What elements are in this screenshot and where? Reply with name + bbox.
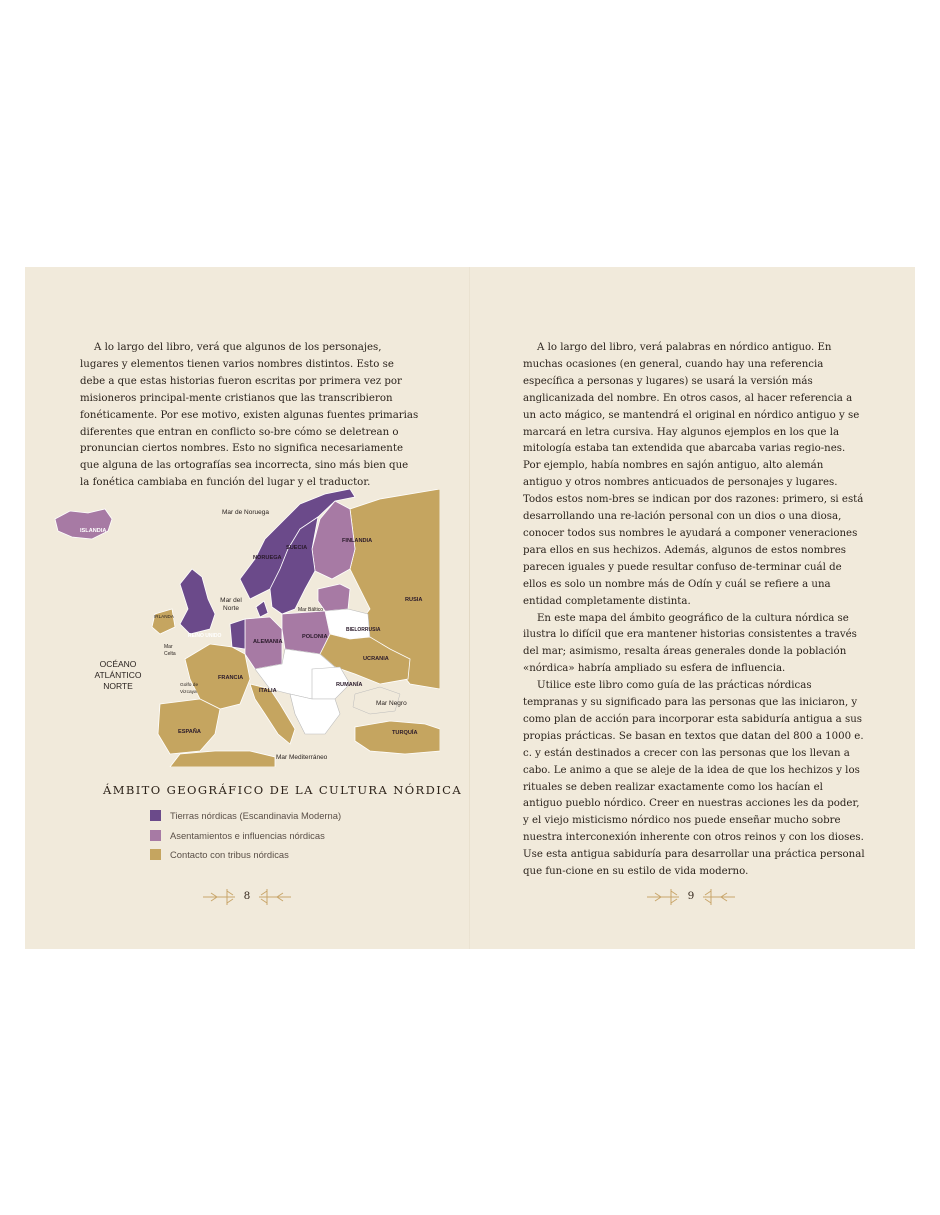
right-page bbox=[470, 267, 915, 949]
region-turquia bbox=[355, 721, 440, 754]
label-noruega: NORUEGA bbox=[253, 555, 282, 561]
paragraph: A lo largo del libro, verá que algunos de los personajes, lugares y elementos tienen varios nombres distintos. Esto se debe a que estas historias fueron escritas por primera vez por misioneros principal-mente cristianos que las transcribieron fonéticamente. Por ese motivo, existen algunas fuentes primarias diferentes que entran en conflicto so-bre cómo se deletrean o pronuncian ciertos nombres. Esto no significa necesariamente que alguna de las ortografías sea incorrecta, sino más bien que la fonética cambiaba en función del lugar y el traductor. bbox=[80, 342, 419, 489]
label-polonia: POLONIA bbox=[302, 634, 328, 640]
europe-map bbox=[50, 489, 440, 767]
page-number-ornament bbox=[197, 886, 297, 908]
legend-item bbox=[150, 845, 341, 865]
paragraph: Utilice este libro como guía de las prácticas nórdicas tempranas y su significado para las personas que las iniciaron, y como plan de acción para incorporar esta sabiduría antigua a sus propias prácticas. Se basan en textos que datan del 800 a 1000 e. c. y están destinados a crecer con las personas que los llevan a cabo. Le animo a que se aleje de la idea de que los hechizos y los rituales se deben realizar exactamente como los hacían el antiguo pueblo nórdico. Creer en nuestras acciones les da poder, y el viejo misticismo nórdico nos puede enseñar mucho sobre nuestra interconexión inherente con otros reinos y con los dioses. Use esta antigua sabiduría para desarrollar una práctica personal que fun-cione en su estilo de vida moderno. bbox=[523, 680, 865, 878]
paragraph: A lo largo del libro, verá palabras en nórdico antiguo. En muchas ocasiones (en general, cuando hay una referencia específica a personas y lugares) se usará la versión más anglicanizada del nombre. En otros casos, al hacer referencia a un acto mágico, se mantendrá el original en nórdico antiguo y se marcará en letra cursiva. Hay algunos ejemplos en los que la mitología estaba tan extendida que abarcaba varias regio-nes. Por ejemplo, había nombres en sajón antiguo, alto alemán antiguo y otros nombres anticuados de personajes y lugares. Todos estos nom-bres se indican por dos razones: primero, si está desarrollando una re-lación personal con un dios o una diosa, conocer todos sus nombres le ayudará a componer veneraciones para ellos en sus hechizos. Además, algunos de estos nombres parecen iguales y puede resultar confuso de-terminar cuál de ellos es solo un nombre más de Odín y cuál se refiere a una entidad completamente distinta. bbox=[523, 342, 864, 607]
region-norte-africa bbox=[170, 751, 275, 767]
label-mar-mediterraneo: Mar Mediterráneo bbox=[276, 754, 328, 761]
legend-item bbox=[150, 826, 341, 846]
label-rusia: RUSIA bbox=[405, 597, 423, 603]
label-francia: FRANCIA bbox=[218, 675, 244, 681]
label-mar-norte: Mar del Norte bbox=[220, 597, 242, 612]
label-irlanda: IRLANDA bbox=[154, 614, 174, 619]
left-page bbox=[25, 267, 470, 949]
legend-title: ÁMBITO GEOGRÁFICO DE LA CULTURA NÓRDICA bbox=[103, 783, 463, 797]
paragraph: En este mapa del ámbito geográfico de la cultura nórdica se ilustra lo difícil que era mantener historias consistentes a través del mar; asimismo, resalta áreas generales donde la población «nórdica» habría ampliado su esfera de influencia. bbox=[523, 612, 857, 675]
page-number: 8 bbox=[243, 890, 251, 902]
label-ucrania: UCRANIA bbox=[363, 656, 389, 662]
label-islandia: ISLANDIA bbox=[80, 528, 107, 534]
label-espana: ESPAÑA bbox=[178, 729, 201, 735]
region-reino-unido bbox=[180, 569, 215, 634]
label-italia: ITALIA bbox=[259, 688, 277, 694]
label-mar-celta: Mar Celta bbox=[164, 644, 176, 657]
region-dinamarca bbox=[256, 601, 268, 617]
region-islandia bbox=[55, 509, 112, 539]
legend-label: Contacto con tribus nórdicas bbox=[170, 849, 289, 861]
legend-swatch-contact bbox=[150, 849, 161, 860]
legend-label: Asentamientos e influencias nórdicas bbox=[170, 829, 325, 841]
right-page-text bbox=[523, 340, 865, 881]
page-number-ornament bbox=[641, 886, 741, 908]
region-balcanes bbox=[290, 694, 340, 734]
legend-item bbox=[150, 806, 341, 826]
left-page-text bbox=[80, 340, 420, 492]
label-turquia: TURQUÍA bbox=[392, 730, 418, 736]
label-rumania: RUMANÍA bbox=[336, 682, 363, 688]
legend-swatch-nordic bbox=[150, 810, 161, 821]
region-polonia bbox=[282, 611, 330, 654]
label-bielorrusia: BIELORRUSIA bbox=[346, 627, 381, 633]
region-espana bbox=[158, 699, 220, 754]
legend-swatch-influence bbox=[150, 830, 161, 841]
label-finlandia: FINLANDIA bbox=[342, 538, 373, 544]
page-number: 9 bbox=[687, 890, 695, 902]
legend-label: Tierras nórdicas (Escandinavia Moderna) bbox=[170, 810, 342, 822]
label-mar-noruega: Mar de Noruega bbox=[222, 509, 269, 516]
map-graphic bbox=[50, 489, 440, 767]
label-reino-unido: REINO UNIDO bbox=[188, 633, 222, 639]
book-spread bbox=[25, 267, 915, 949]
label-oceano: OCÉANO ATLÁNTICO NORTE bbox=[94, 659, 142, 691]
label-mar-negro: Mar Negro bbox=[376, 700, 407, 707]
region-paises-bajos bbox=[230, 619, 245, 649]
region-irlanda bbox=[152, 609, 175, 634]
label-mar-baltico: Mar Báltico bbox=[298, 607, 324, 613]
label-alemania: ALEMANIA bbox=[253, 639, 283, 645]
map-legend bbox=[150, 806, 341, 865]
label-suecia: SUECIA bbox=[286, 545, 308, 551]
label-golfo-vizcaya: Golfo de Vizcaya bbox=[180, 683, 199, 695]
